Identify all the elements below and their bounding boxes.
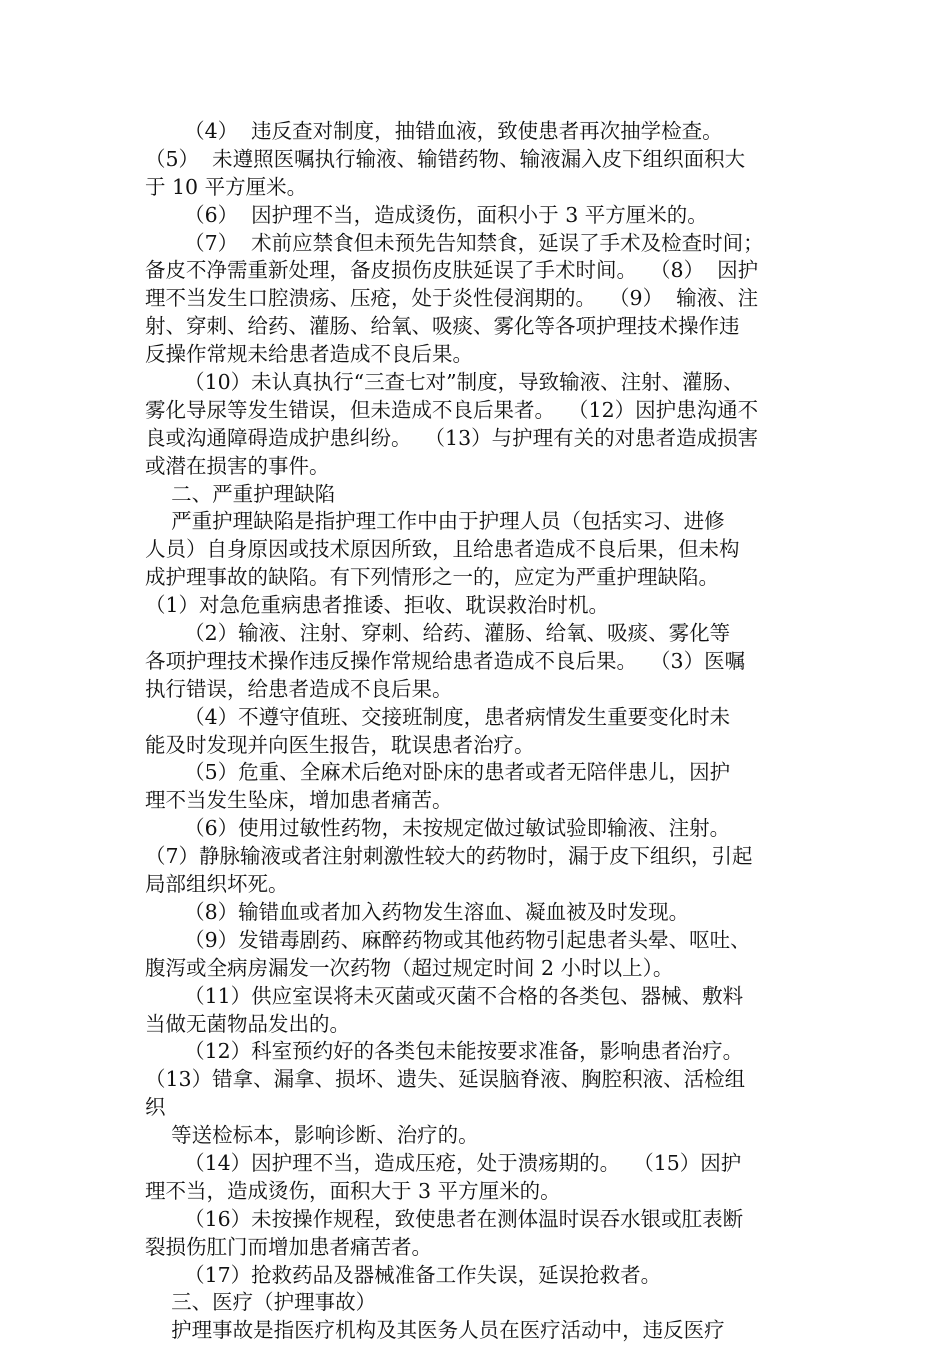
text-line: 等送检标本，影响诊断、治疗的。 bbox=[145, 1123, 479, 1148]
text-line: 反操作常规未给患者造成不良后果。 bbox=[145, 342, 473, 367]
text-line: （11）供应室误将未灭菌或灭菌不合格的各类包、器械、敷料 bbox=[145, 983, 744, 1008]
text-line: （17）抢救药品及器械准备工作失误，延误抢救者。 bbox=[145, 1262, 662, 1287]
text-line: 能及时发现并向医生报告，耽误患者治疗。 bbox=[145, 732, 535, 757]
text-line: （14）因护理不当，造成压疮，处于溃疡期的。 （15）因护 bbox=[145, 1150, 742, 1175]
text-line: （7） 术前应禁食但未预先告知禁食，延误了手术及检查时间； bbox=[145, 230, 764, 255]
text-line: 局部组织坏死。 bbox=[145, 872, 289, 897]
text-line: 雾化导尿等发生错误，但未造成不良后果者。 （12）因护患沟通不 bbox=[145, 397, 759, 422]
text-line: （1）对急危重病患者推诿、拒收、耽误救治时机。 bbox=[145, 593, 610, 618]
text-line: （6） 因护理不当，造成烫伤，面积小于 3 平方厘米的。 bbox=[145, 202, 708, 227]
text-line: 执行错误，给患者造成不良后果。 bbox=[145, 676, 453, 701]
text-line: 各项护理技术操作违反操作常规给患者造成不良后果。 （3）医嘱 bbox=[145, 648, 746, 673]
text-line: 备皮不净需重新处理，备皮损伤皮肤延误了手术时间。 （8） 因护 bbox=[145, 258, 759, 283]
text-line: 于 10 平方厘米。 bbox=[145, 174, 308, 199]
text-line: （4） 违反查对制度，抽错血液，致使患者再次抽学检查。 bbox=[145, 119, 723, 143]
text-line: 或潜在损害的事件。 bbox=[145, 453, 330, 478]
section-heading: 二、严重护理缺陷 bbox=[145, 481, 336, 506]
text-line: （16）未按操作规程，致使患者在测体温时误吞水银或肛表断 bbox=[145, 1206, 744, 1231]
text-line: 良或沟通障碍造成护患纠纷。 （13）与护理有关的对患者造成损害 bbox=[145, 425, 759, 450]
text-line: 射、穿刺、给药、灌肠、给氧、吸痰、雾化等各项护理技术操作违 bbox=[145, 314, 740, 339]
text-line: 人员）自身原因或技术原因所致，且给患者造成不良后果，但未构 bbox=[145, 537, 740, 562]
document-page bbox=[145, 118, 815, 1345]
text-line: 织 bbox=[145, 1095, 166, 1120]
text-line: （12）科室预约好的各类包未能按要求准备，影响患者治疗。 bbox=[145, 1039, 744, 1064]
text-line: 理不当发生坠床，增加患者痛苦。 bbox=[145, 788, 453, 813]
text-line: （10）未认真执行“三查七对”制度，导致输液、注射、灌肠、 bbox=[145, 370, 744, 395]
text-line: 成护理事故的缺陷。有下列情形之一的，应定为严重护理缺陷。 bbox=[145, 565, 719, 590]
text-line: 腹泻或全病房漏发一次药物（超过规定时间 2 小时以上）。 bbox=[145, 955, 674, 980]
text-line: （7）静脉输液或者注射刺激性较大的药物时，漏于皮下组织，引起 bbox=[145, 844, 753, 869]
text-line: 理不当发生口腔溃疡、压疮，处于炎性侵润期的。 （9） 输液、注 bbox=[145, 286, 759, 311]
text-line: （13）错拿、漏拿、损坏、遗失、延误脑脊液、胸腔积液、活检组 bbox=[145, 1067, 746, 1092]
text-line: 严重护理缺陷是指护理工作中由于护理人员（包括实习、进修 bbox=[145, 509, 725, 534]
section-heading: 三、医疗（护理事故） bbox=[145, 1290, 377, 1315]
text-line: 裂损伤肛门而增加患者痛苦者。 bbox=[145, 1234, 432, 1259]
text-line: （5）危重、全麻术后绝对卧床的患者或者无陪伴患儿，因护 bbox=[145, 760, 731, 785]
text-line: 当做无菌物品发出的。 bbox=[145, 1011, 350, 1036]
text-line: （8）输错血或者加入药物发生溶血、凝血被及时发现。 bbox=[145, 899, 690, 924]
text-line: 护理事故是指医疗机构及其医务人员在医疗活动中，违反医疗 bbox=[145, 1318, 725, 1343]
text-line: （5） 未遵照医嘱执行输液、输错药物、输液漏入皮下组织面积大 bbox=[145, 146, 746, 171]
text-line: （2）输液、注射、穿刺、给药、灌肠、给氧、吸痰、雾化等 bbox=[145, 621, 731, 646]
text-line: （6）使用过敏性药物，未按规定做过敏试验即输液、注射。 bbox=[145, 816, 731, 841]
text-line: 理不当，造成烫伤，面积大于 3 平方厘米的。 bbox=[145, 1178, 561, 1203]
text-line: （9）发错毒剧药、麻醉药物或其他药物引起患者头晕、呕吐、 bbox=[145, 927, 751, 952]
text-line: （4）不遵守值班、交接班制度，患者病情发生重要变化时未 bbox=[145, 704, 731, 729]
